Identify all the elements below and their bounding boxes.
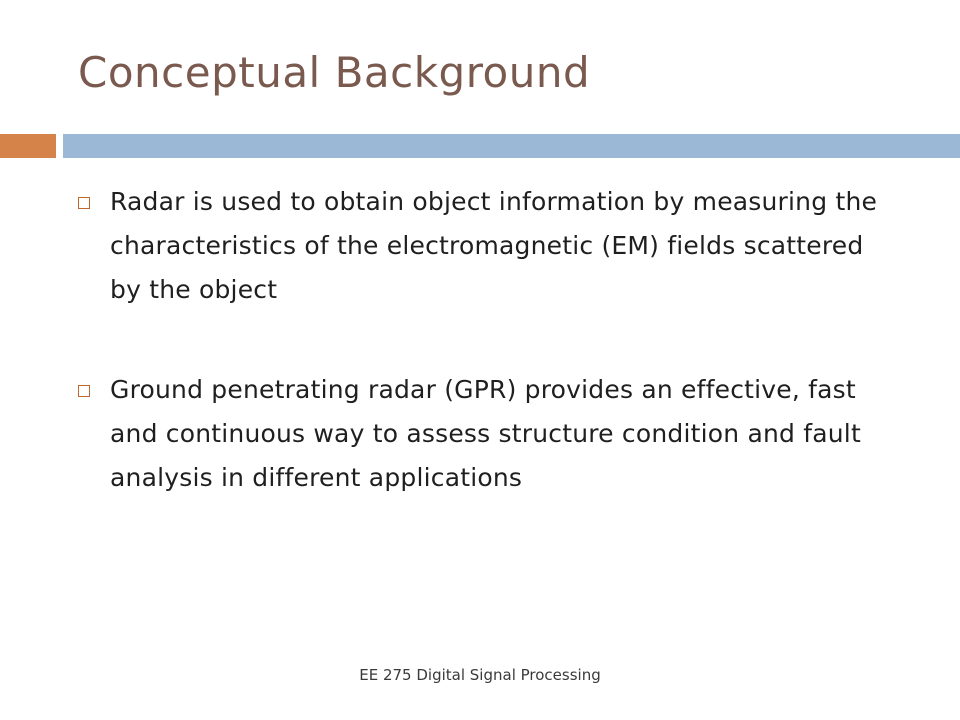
bullet-text: Ground penetrating radar (GPR) provides an effective, fast and continuous way to assess structure condition and fault analysis in different applications [110, 375, 861, 492]
title-rule-accent [0, 134, 56, 158]
slide-title: Conceptual Background [78, 48, 591, 97]
bullet-item [78, 180, 898, 312]
bullet-item [78, 368, 898, 500]
bullet-text: Radar is used to obtain object information by measuring the characteristics of the electromagnetic (EM) fields scattered by the object [110, 187, 878, 304]
bullet-list [78, 180, 898, 500]
slide-footer: EE 275 Digital Signal Processing [359, 666, 601, 684]
title-rule-bar [63, 134, 960, 158]
square-bullet-icon [78, 385, 90, 397]
square-bullet-icon [78, 197, 90, 209]
